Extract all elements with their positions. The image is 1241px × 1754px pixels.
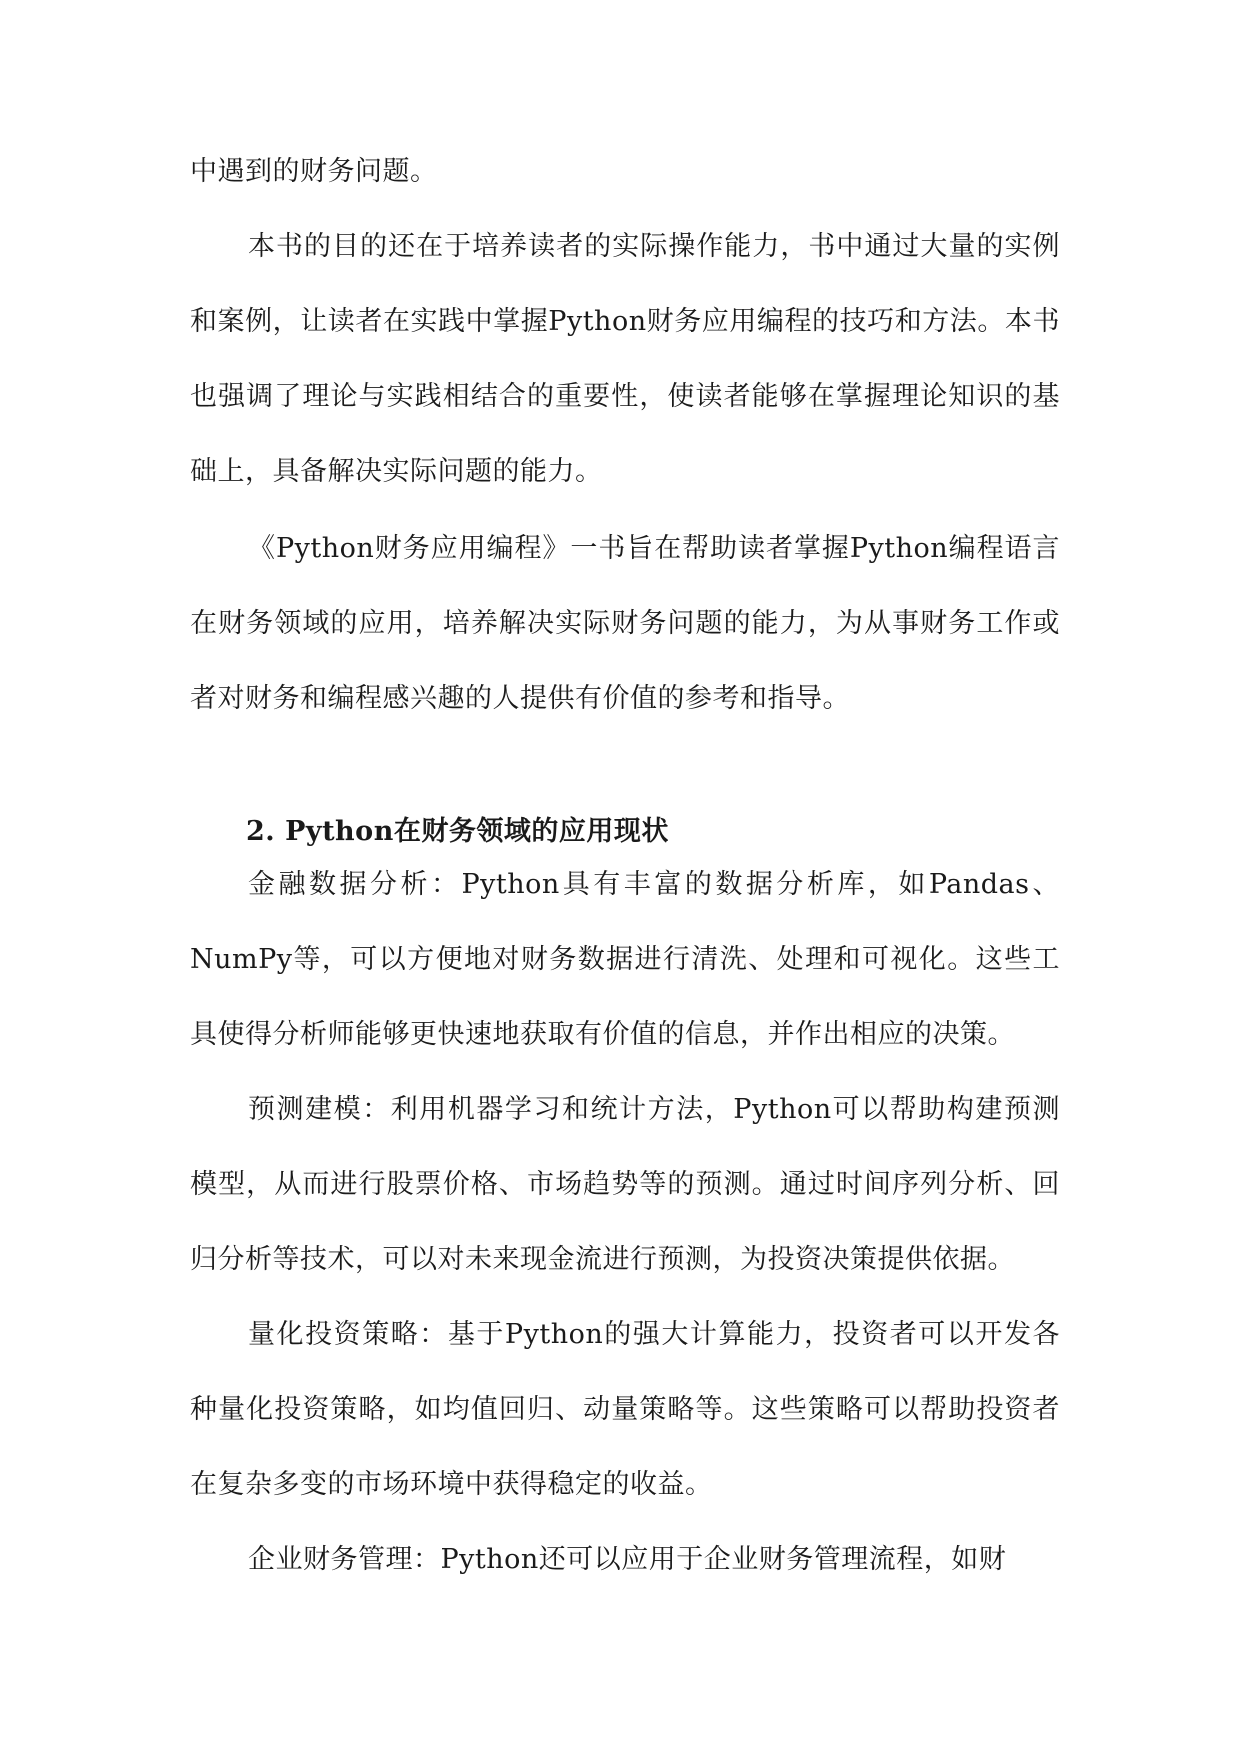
paragraph-data-analysis: 金融数据分析：Python具有丰富的数据分析库，如Pandas、NumPy等，可以方便地对财务数据进行清洗、处理和可视化。这些工具使得分析师能够更快速地获取有价值的信息，并作出相应的决策。 [190, 869, 1060, 1050]
paragraph-book-purpose: 本书的目的还在于培养读者的实际操作能力，书中通过大量的实例和案例，让读者在实践中掌握Python财务应用编程的技巧和方法。本书也强调了理论与实践相结合的重要性，使读者能够在掌握理论知识的基础上，具备解决实际问题的能力。 [190, 231, 1060, 487]
paragraph-predictive-modeling: 预测建模：利用机器学习和统计方法，Python可以帮助构建预测模型，从而进行股票价格、市场趋势等的预测。通过时间序列分析、回归分析等技术，可以对未来现金流进行预测，为投资决策提供依据。 [190, 1094, 1060, 1275]
paragraph-enterprise-finance: 企业财务管理：Python还可以应用于企业财务管理流程，如财 [248, 1544, 1007, 1575]
paragraph-book-summary: 《Python财务应用编程》一书旨在帮助读者掌握Python编程语言在财务领域的应用，培养解决实际财务问题的能力，为从事财务工作或者对财务和编程感兴趣的人提供有价值的参考和指导。 [190, 533, 1060, 714]
paragraph-quant-strategy: 量化投资策略：基于Python的强大计算能力，投资者可以开发各种量化投资策略，如均值回归、动量策略等。这些策略可以帮助投资者在复杂多变的市场环境中获得稳定的收益。 [190, 1319, 1060, 1500]
section-heading: 2. Python在财务领域的应用现状 [246, 816, 669, 848]
paragraph-continuation: 中遇到的财务问题。 [190, 156, 438, 187]
